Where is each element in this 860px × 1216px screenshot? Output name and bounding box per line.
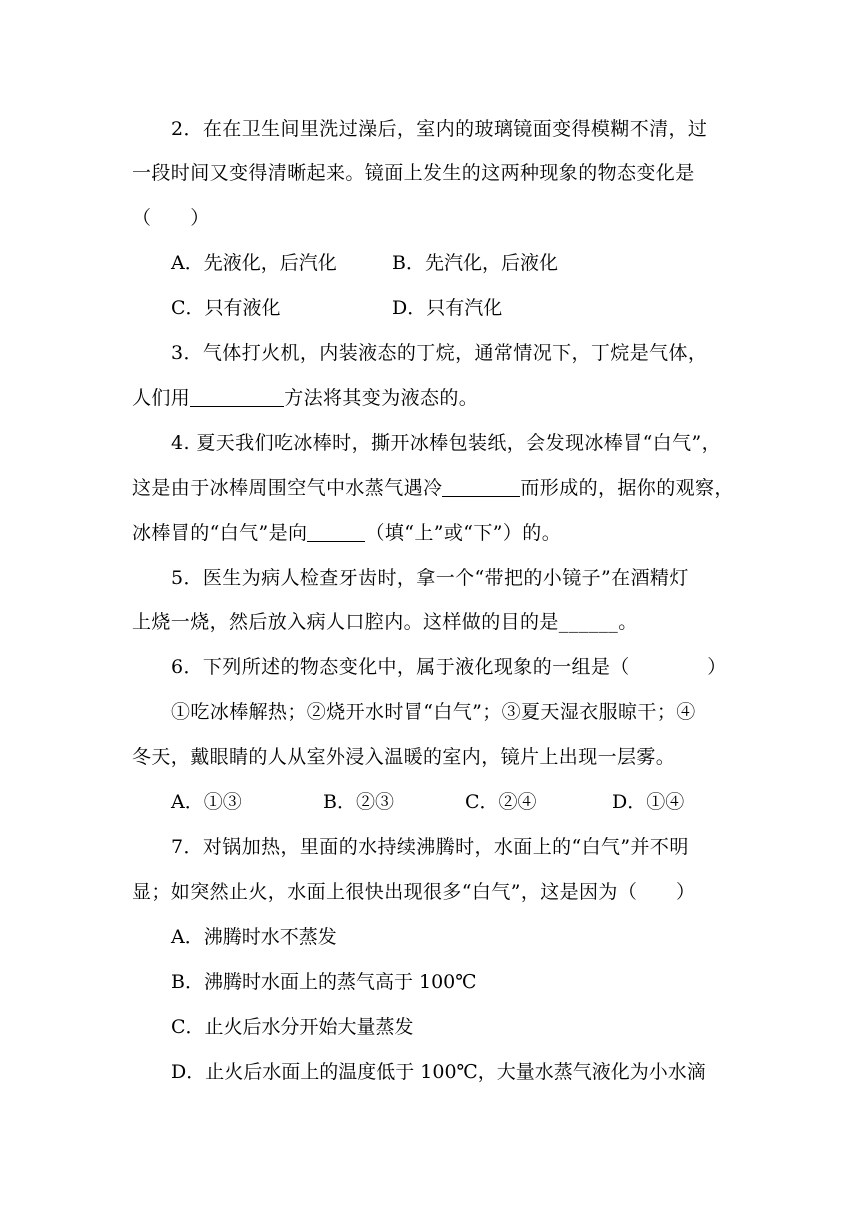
q5-line-2: 上烧一烧，然后放入病人口腔内。这样做的目的是______。	[132, 611, 638, 633]
q6-line-2: ①吃冰棒解热；②烧开水时冒“白气”；③夏天湿衣服晾干；④	[171, 701, 696, 723]
q4-line-2	[132, 477, 732, 499]
q4-line-3-start: 冰棒冒的“白气”是向	[132, 522, 308, 544]
q2-option-c: C．只有液化	[171, 297, 281, 319]
q6-line-1: 6．下列所述的物态变化中，属于液化现象的一组是（ ）	[171, 656, 727, 678]
q2-line-1: 2．在在卫生间里洗过澡后，室内的玻璃镜面变得模糊不清，过	[171, 118, 708, 140]
q2-line-2: 一段时间又变得清晰起来。镜面上发生的这两种现象的物态变化是	[132, 162, 695, 184]
q3-line-2	[132, 387, 732, 409]
q6-option-a: A．①③	[171, 791, 242, 813]
q7-line-2: 显；如突然止火，水面上很快出现很多“白气”，这是因为（ ）	[132, 881, 696, 903]
q4-line-2-start: 这是由于冰棒周围空气中水蒸气遇冷	[132, 477, 443, 499]
q3-line-1: 3．气体打火机，内装液态的丁烷，通常情况下，丁烷是气体，	[171, 342, 708, 364]
q2-option-d: D．只有汽化	[392, 297, 503, 319]
q4-line-3	[132, 522, 732, 544]
q4-answer-blank-2	[307, 523, 365, 542]
q3-line-2-start: 人们用	[132, 387, 191, 409]
q4-answer-blank-1	[442, 478, 520, 497]
q3-line-2-end: 方法将其变为液态的。	[284, 387, 479, 409]
q5-line-1: 5．医生为病人检查牙齿时，拿一个“带把的小镜子”在酒精灯	[171, 567, 689, 589]
q2-option-a: A．先液化，后汽化	[171, 252, 337, 274]
q7-option-b: B．沸腾时水面上的蒸气高于 100℃	[171, 971, 477, 993]
q4-line-2-end: 而形成的，据你的观察，	[520, 477, 734, 499]
q2-answer-paren: （ ）	[132, 207, 210, 229]
q7-line-1: 7．对锅加热，里面的水持续沸腾时，水面上的“白气”并不明	[171, 836, 689, 858]
q7-option-d: D．止火后水面上的温度低于 100℃，大量水蒸气液化为小水滴	[171, 1061, 706, 1083]
q7-option-a: A．沸腾时水不蒸发	[171, 926, 337, 948]
q6-option-b: B．②③	[323, 791, 394, 813]
q6-option-d: D．①④	[612, 791, 685, 813]
q2-option-b: B．先汽化，后液化	[392, 252, 558, 274]
q4-line-1: 4. 夏天我们吃冰棒时，撕开冰棒包装纸，会发现冰棒冒“白气”，	[171, 432, 721, 454]
q6-option-c: C．②④	[465, 791, 537, 813]
q7-option-c: C．止火后水分开始大量蒸发	[171, 1016, 414, 1038]
q4-line-3-end: （填“上”或“下”）的。	[365, 522, 562, 544]
q6-line-3: 冬天，戴眼睛的人从室外浸入温暖的室内，镜片上出现一层雾。	[132, 746, 676, 768]
q3-answer-blank	[190, 388, 284, 407]
